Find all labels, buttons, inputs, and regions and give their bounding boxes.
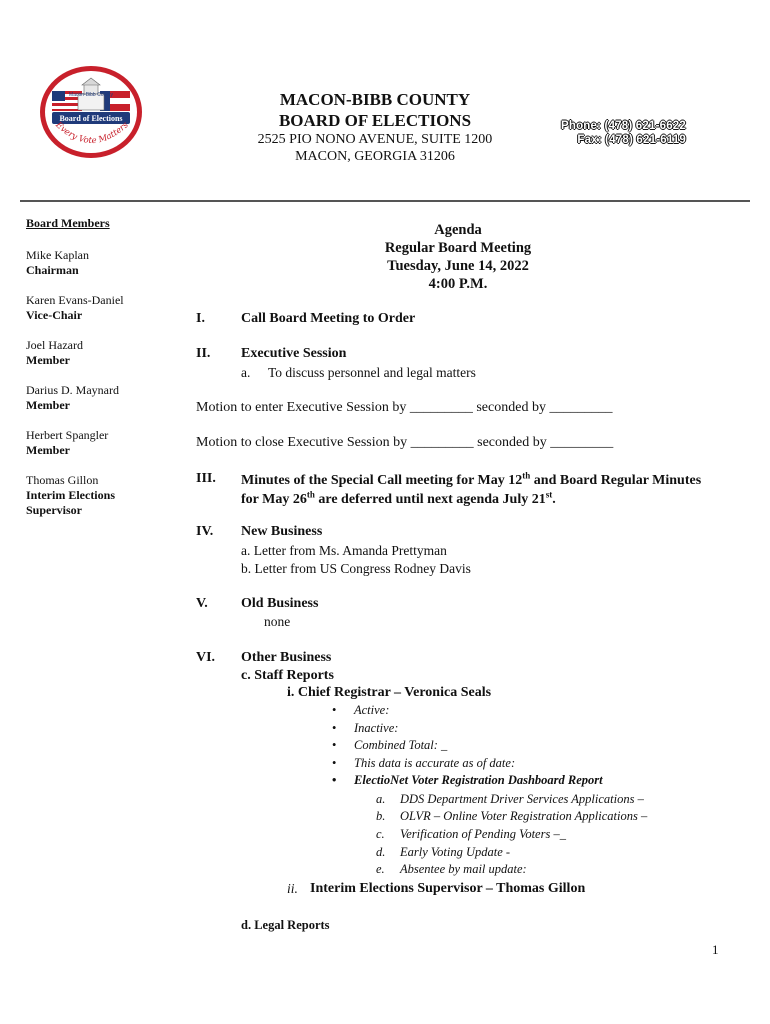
chief-registrar-heading: i. Chief Registrar – Veronica Seals <box>287 685 492 700</box>
item-title: New Business <box>241 524 323 539</box>
member-entry <box>26 248 176 278</box>
svg-text:Board of Elections: Board of Elections <box>59 114 123 123</box>
item-title: Executive Session <box>241 346 347 361</box>
member-name: Darius D. Maynard <box>26 383 119 397</box>
org-title <box>230 89 520 131</box>
member-role: Member <box>26 443 70 457</box>
meeting-type: Regular Board Meeting <box>384 240 532 256</box>
item-number: III. <box>196 471 216 486</box>
page-number: 1 <box>712 942 719 957</box>
item-number: II. <box>196 346 211 361</box>
interim-supervisor-heading: Interim Elections Supervisor – Thomas Gillon <box>310 881 586 896</box>
motion-enter-line: Motion to enter Executive Session by _________ seconded by _________ <box>196 400 613 415</box>
phone-number: Phone: (478) 621-6622 <box>560 120 686 132</box>
registrar-bullet: • Inactive: <box>332 721 399 735</box>
registrar-bullet: • Combined Total: _ <box>332 738 448 752</box>
new-business-a: a. Letter from Ms. Amanda Prettyman <box>241 543 447 558</box>
member-entry <box>26 383 176 413</box>
item-number: IV. <box>196 524 214 539</box>
address-line1: 2525 PIO NONO AVENUE, SUITE 1200 <box>257 132 493 147</box>
dashboard-subitem: e. Absentee by mail update: <box>376 862 527 876</box>
item-number: VI. <box>196 650 216 665</box>
member-role: Vice-Chair <box>26 308 83 322</box>
sub-item-letter: a. <box>241 365 251 380</box>
dashboard-subitem: d. Early Voting Update - <box>376 845 511 859</box>
member-name: Herbert Spangler <box>26 428 109 442</box>
item-number: I. <box>196 311 205 326</box>
item-number: V. <box>196 596 208 611</box>
address-line2: MACON, GEORGIA 31206 <box>295 149 455 164</box>
fax-number: Fax: (478) 621-6119 <box>577 134 686 146</box>
org-address <box>230 131 520 165</box>
registrar-bullet: • Active: <box>332 703 390 717</box>
meeting-date: Tuesday, June 14, 2022 <box>387 258 529 274</box>
member-role: Member <box>26 398 70 412</box>
member-entry <box>26 293 176 323</box>
dashboard-subitem: c. Verification of Pending Voters –_ <box>376 827 566 841</box>
svg-text:Every Vote Matters: Every Vote Matters <box>53 120 131 147</box>
item-title: Call Board Meeting to Order <box>241 311 416 326</box>
member-role-cont: Supervisor <box>26 503 83 517</box>
staff-reports-heading: c. Staff Reports <box>241 668 334 683</box>
registrar-bullet-dashboard: • ElectioNet Voter Registration Dashboard Report <box>332 773 603 787</box>
item-title: Other Business <box>241 650 332 665</box>
member-name: Mike Kaplan <box>26 248 89 262</box>
agenda-heading <box>340 221 576 293</box>
svg-text:Macon-Bibb County: Macon-Bibb County <box>69 92 113 98</box>
contact-info <box>540 119 686 147</box>
board-of-elections-seal-logo <box>38 64 144 160</box>
member-entry <box>26 473 176 518</box>
org-name-line1: MACON-BIBB COUNTY <box>279 90 471 109</box>
supervisor-number: ii. <box>287 881 298 896</box>
registrar-bullet: • This data is accurate as of date: <box>332 756 516 770</box>
board-members-sidebar <box>26 216 176 533</box>
dashboard-subitem: b. OLVR – Online Voter Registration Applications – <box>376 809 648 823</box>
meeting-time: 4:00 P.M. <box>428 276 488 292</box>
motion-close-line: Motion to close Executive Session by _________ seconded by _________ <box>196 435 614 450</box>
member-role: Member <box>26 353 70 367</box>
header-divider <box>20 200 750 202</box>
item-title: Old Business <box>241 596 319 611</box>
dashboard-subitem: a. DDS Department Driver Services Applications – <box>376 792 644 806</box>
minutes-deferral-text: Minutes of the Special Call meeting for May 12th and Board Regular Minutes for May 26th are deferred until next agenda July 21st. <box>241 470 702 507</box>
old-business-body: none <box>264 614 291 629</box>
member-entry <box>26 338 176 368</box>
member-name: Joel Hazard <box>26 338 83 352</box>
member-name: Karen Evans-Daniel <box>26 293 124 307</box>
member-entry <box>26 428 176 458</box>
agenda-title: Agenda <box>434 222 482 238</box>
sub-item-text: To discuss personnel and legal matters <box>268 365 476 380</box>
new-business-b: b. Letter from US Congress Rodney Davis <box>241 561 471 576</box>
member-name: Thomas Gillon <box>26 473 99 487</box>
member-role: Interim Elections <box>26 488 115 502</box>
member-role: Chairman <box>26 263 79 277</box>
legal-reports-heading: d. Legal Reports <box>241 918 330 932</box>
org-name-line2: BOARD OF ELECTIONS <box>278 111 472 130</box>
board-members-heading: Board Members <box>26 216 110 230</box>
